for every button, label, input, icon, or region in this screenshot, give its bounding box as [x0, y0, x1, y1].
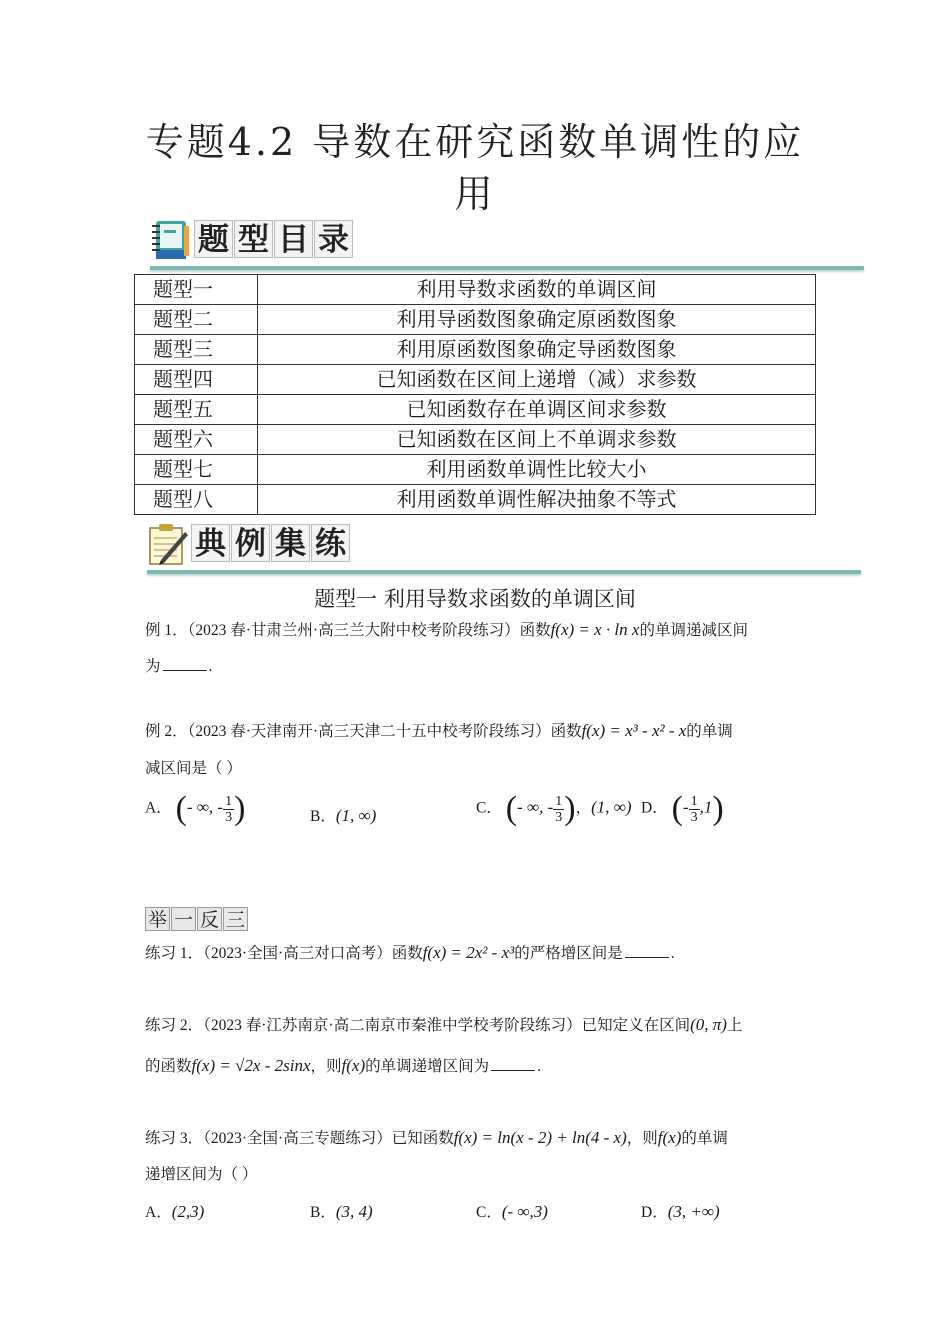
practice-2-interval: (0, π) — [690, 1015, 727, 1034]
example-1-line-2 — [145, 656, 815, 678]
section-char: 练 — [311, 524, 350, 562]
tag-char: 举 — [145, 907, 170, 931]
section-char: 例 — [231, 524, 270, 562]
toc-text[interactable]: 利用函数单调性解决抽象不等式 — [258, 485, 816, 515]
toc-row — [135, 335, 816, 365]
toc-text[interactable]: 利用导数求函数的单调区间 — [258, 275, 816, 305]
fraction-denominator: 3 — [225, 809, 233, 825]
option-label: B． — [310, 1204, 336, 1221]
practice-2-line2-suf: 的单调递增区间为 — [365, 1058, 490, 1075]
practice-2-line-2 — [145, 1055, 815, 1078]
fraction-numerator: 1 — [690, 793, 698, 809]
section-char: 题 — [194, 220, 233, 258]
toc-row — [135, 365, 816, 395]
toc-text[interactable]: 已知函数在区间上不单调求参数 — [258, 425, 816, 455]
toc-label: 题型八 — [135, 485, 258, 515]
toc-label: 题型五 — [135, 395, 258, 425]
option-label: B． — [310, 808, 336, 825]
answer-blank[interactable] — [491, 1056, 535, 1071]
toc-label: 题型四 — [135, 365, 258, 395]
option-math: - ∞, - — [186, 797, 224, 817]
toc-label: 题型一 — [135, 275, 258, 305]
practice-3-formula: f(x) = ln(x - 2) + ln(4 - x) — [453, 1128, 627, 1147]
practice-1-formula: f(x) = 2x² - x³ — [422, 943, 515, 962]
paren-open: ( — [505, 790, 518, 827]
practice-3-line-1 — [145, 1127, 815, 1150]
practice-2-fx: f(x) — [341, 1056, 366, 1075]
title-line-1: 专题4.2 导数在研究函数单调性的应 — [145, 120, 805, 164]
example-2-line-2: 减区间是（ ） — [145, 760, 242, 777]
practice-2-end: . — [537, 1058, 541, 1075]
example-1-formula: f(x) = x · ln x — [550, 620, 640, 639]
example-2-option-c[interactable] — [476, 792, 632, 826]
notebook-icon — [150, 218, 192, 262]
toc-text[interactable]: 利用函数单调性比较大小 — [258, 455, 816, 485]
toc-label: 题型七 — [135, 455, 258, 485]
practice-3-prefix: 练习 3．（2023·全国·高三专题练习）已知函数 — [145, 1130, 454, 1147]
option-label: C． — [476, 799, 502, 817]
fraction — [553, 794, 564, 825]
toc-text[interactable]: 利用导函数图象确定原函数图象 — [258, 305, 816, 335]
toc-label: 题型三 — [135, 335, 258, 365]
example-2-suffix: 的单调 — [686, 723, 733, 740]
practice-2-formula: f(x) = √2x - 2sinx — [191, 1056, 311, 1075]
toc-row — [135, 275, 816, 305]
answer-blank[interactable] — [163, 656, 207, 671]
option-label: C． — [476, 1204, 502, 1221]
paren-close: ) — [712, 790, 724, 827]
practice-2-prefix: 练习 2．（2023 春·江苏南京·高二南京市秦淮中学校考阶段练习）已知定义在区间 — [145, 1017, 691, 1034]
practice-1-suffix: 的严格增区间是 — [514, 945, 623, 962]
fraction-denominator: 3 — [690, 809, 698, 825]
practice-3-suffix: 的单调 — [681, 1130, 728, 1147]
practice-3-option-d[interactable] — [641, 1200, 720, 1225]
option-math: (- ∞,3) — [501, 1202, 548, 1221]
notepad-pencil-icon — [147, 522, 189, 566]
fraction-numerator: 1 — [555, 793, 563, 809]
example-2-prefix: 例 2．（2023 春·天津南开·高三天津二十五中校考阶段练习）函数 — [145, 723, 582, 740]
example-2-line-1 — [145, 720, 815, 743]
practice-1-prefix: 练习 1．（2023·全国·高三对口高考）函数 — [145, 945, 423, 962]
section-header-examples — [147, 520, 861, 576]
example-2-option-d[interactable] — [641, 792, 724, 826]
paren-open: ( — [671, 790, 683, 827]
section-label-toc — [194, 220, 354, 258]
example-1-line-1 — [145, 619, 815, 642]
fraction-denominator: 3 — [555, 809, 563, 825]
option-separator: ， — [575, 799, 592, 817]
option-math: (3, 4) — [335, 1202, 373, 1221]
page-title — [120, 116, 830, 220]
section-char: 录 — [314, 220, 353, 258]
option-label: A． — [145, 1204, 172, 1221]
practice-1 — [145, 942, 815, 965]
option-math: - — [682, 797, 689, 817]
section-header-toc — [150, 216, 864, 272]
toc-table — [134, 274, 816, 515]
option-math: (2,3) — [171, 1202, 205, 1221]
option-math-post: ,1 — [699, 797, 713, 817]
option-math: (1, ∞) — [335, 806, 377, 825]
option-math: (3, +∞) — [667, 1202, 720, 1221]
paren-close: ) — [564, 790, 576, 827]
option-math-tail: (1, ∞) — [591, 797, 632, 817]
example-2-option-b[interactable] — [310, 804, 376, 829]
practice-2-line2-pre: 的函数 — [145, 1058, 192, 1075]
fraction — [223, 794, 234, 825]
option-math: - ∞, - — [517, 797, 554, 817]
tag-char: 反 — [197, 907, 222, 931]
section-char: 集 — [271, 524, 310, 562]
title-line-2: 用 — [454, 172, 496, 216]
practice-2-line-1 — [145, 1014, 815, 1037]
option-label: A． — [145, 799, 172, 817]
practice-1-end: . — [670, 945, 675, 962]
paren-close: ) — [234, 790, 246, 827]
section-char: 目 — [274, 220, 313, 258]
toc-label: 题型六 — [135, 425, 258, 455]
tag-char: 三 — [223, 907, 248, 931]
example-1-suffix: 的单调递减区间 — [639, 622, 748, 639]
practice-tag — [145, 907, 249, 931]
tag-char: 一 — [171, 907, 196, 931]
practice-2-suffix: 上 — [726, 1017, 743, 1034]
section-char: 典 — [191, 524, 230, 562]
toc-row — [135, 455, 816, 485]
toc-text[interactable]: 已知函数存在单调区间求参数 — [258, 395, 816, 425]
fraction-numerator: 1 — [225, 793, 233, 809]
practice-3-fx: f(x) — [657, 1128, 682, 1147]
section-char: 型 — [234, 220, 273, 258]
option-label: D． — [641, 799, 668, 817]
toc-row — [135, 395, 816, 425]
toc-row — [135, 485, 816, 515]
toc-row — [135, 425, 816, 455]
type1-heading: 题型一 利用导数求函数的单调区间 — [314, 587, 636, 611]
toc-row — [135, 305, 816, 335]
practice-3-line-2: 递增区间为（ ） — [145, 1166, 258, 1183]
example-1-line2: 为 — [145, 658, 161, 675]
example-1-prefix: 例 1．（2023 春·甘肃兰州·高三兰大附中校考阶段练习）函数 — [145, 622, 551, 639]
toc-text[interactable]: 利用原函数图象确定导函数图象 — [258, 335, 816, 365]
section-label-examples — [191, 524, 351, 562]
option-label: D． — [641, 1204, 668, 1221]
practice-2-line2-mid: ，则 — [310, 1058, 342, 1075]
practice-3-mid: ，则 — [626, 1130, 658, 1147]
fraction — [689, 794, 700, 825]
practice-3-option-a[interactable] — [145, 1200, 204, 1225]
example-2-formula: f(x) = x³ - x² - x — [581, 721, 687, 740]
example-2-option-a[interactable] — [145, 792, 245, 826]
example-1-end: . — [208, 658, 213, 675]
section-divider — [147, 570, 861, 574]
toc-text[interactable]: 已知函数在区间上递增（减）求参数 — [258, 365, 816, 395]
paren-open: ( — [175, 790, 187, 827]
practice-3-option-b[interactable] — [310, 1200, 373, 1225]
toc-label: 题型二 — [135, 305, 258, 335]
answer-blank[interactable] — [625, 943, 669, 958]
practice-3-option-c[interactable] — [476, 1200, 548, 1225]
section-divider — [150, 266, 864, 270]
